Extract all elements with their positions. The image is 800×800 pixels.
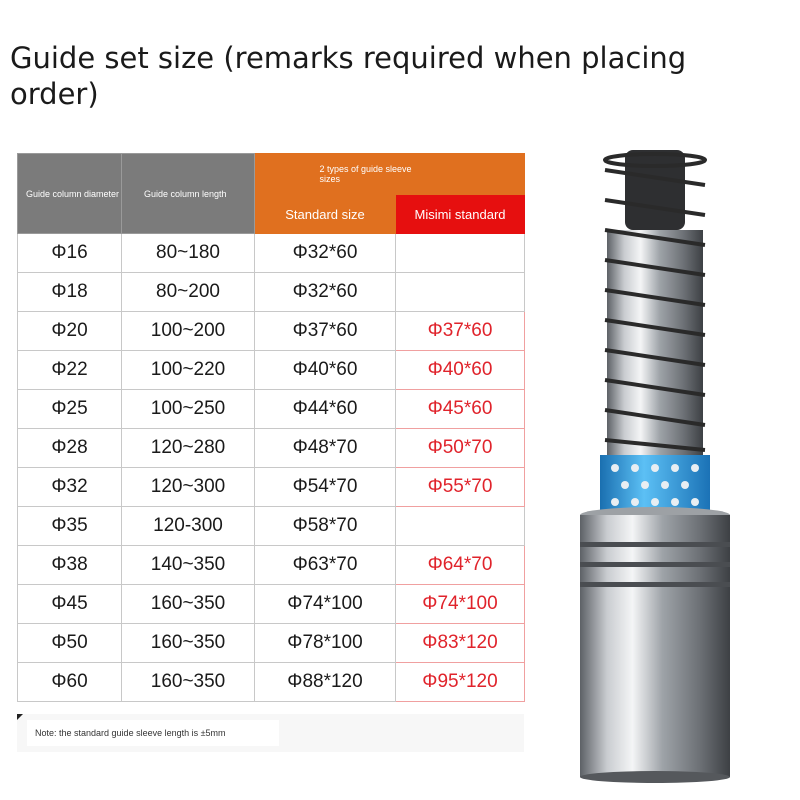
table-row: [18, 234, 525, 273]
length-cell: 100~200: [122, 312, 255, 351]
standard-size-cell: Φ78*100: [255, 624, 396, 663]
length-cell: 120-300: [122, 507, 255, 546]
misimi-size-cell: Φ83*120: [396, 624, 525, 663]
misimi-size-cell: Φ74*100: [396, 585, 525, 624]
table-row: [18, 312, 525, 351]
length-cell: 100~250: [122, 390, 255, 429]
length-cell: 80~200: [122, 273, 255, 312]
diameter-cell: Φ25: [18, 390, 122, 429]
diameter-cell: Φ45: [18, 585, 122, 624]
page-title: Guide set size (remarks required when placing order): [10, 41, 687, 111]
misimi-size-cell: Φ37*60: [396, 312, 525, 351]
misimi-size-cell: Φ40*60: [396, 351, 525, 390]
table-row: [18, 273, 525, 312]
misimi-size-cell: [396, 273, 525, 312]
table-row: [18, 507, 525, 546]
standard-size-cell: Φ74*100: [255, 585, 396, 624]
misimi-size-cell: [396, 507, 525, 546]
table-row: [18, 390, 525, 429]
length-cell: 100~220: [122, 351, 255, 390]
pin-top: [625, 150, 685, 230]
standard-size-cell: Φ44*60: [255, 390, 396, 429]
standard-size-cell: Φ37*60: [255, 312, 396, 351]
note-bar: [17, 714, 524, 752]
misimi-size-cell: Φ50*70: [396, 429, 525, 468]
diameter-cell: Φ35: [18, 507, 122, 546]
diameter-cell: Φ22: [18, 351, 122, 390]
length-cell: 140~350: [122, 546, 255, 585]
header-sleeve-group: 2 types of guide sleeve sizes: [255, 154, 525, 195]
diameter-cell: Φ38: [18, 546, 122, 585]
guide-column: [607, 230, 703, 460]
guide-pillar-illustration: [560, 150, 750, 790]
header-diameter: Guide column diameter: [18, 154, 122, 234]
table-row: [18, 624, 525, 663]
length-cell: 80~180: [122, 234, 255, 273]
diameter-cell: Φ50: [18, 624, 122, 663]
standard-size-cell: Φ40*60: [255, 351, 396, 390]
table-row: [18, 546, 525, 585]
standard-size-cell: Φ32*60: [255, 273, 396, 312]
diameter-cell: Φ28: [18, 429, 122, 468]
standard-size-cell: Φ88*120: [255, 663, 396, 702]
table-row: [18, 351, 525, 390]
length-cell: 160~350: [122, 663, 255, 702]
diameter-cell: Φ32: [18, 468, 122, 507]
misimi-size-cell: Φ45*60: [396, 390, 525, 429]
corner-marker-icon: [17, 714, 23, 720]
table-row: [18, 585, 525, 624]
diameter-cell: Φ16: [18, 234, 122, 273]
note-text: Note: the standard guide sleeve length is ±5mm: [35, 728, 226, 738]
standard-size-cell: Φ54*70: [255, 468, 396, 507]
misimi-size-cell: Φ55*70: [396, 468, 525, 507]
table-row: [18, 663, 525, 702]
diameter-cell: Φ60: [18, 663, 122, 702]
standard-size-cell: Φ58*70: [255, 507, 396, 546]
guide-size-table: [17, 153, 525, 702]
length-cell: 160~350: [122, 624, 255, 663]
misimi-size-cell: Φ64*70: [396, 546, 525, 585]
guide-sleeve: [580, 515, 730, 777]
diameter-cell: Φ18: [18, 273, 122, 312]
header-length: Guide column length: [122, 154, 255, 234]
standard-size-cell: Φ48*70: [255, 429, 396, 468]
misimi-size-cell: [396, 234, 525, 273]
table-row: [18, 468, 525, 507]
header-misimi-standard: Misimi standard: [396, 195, 525, 234]
table-row: [18, 429, 525, 468]
length-cell: 160~350: [122, 585, 255, 624]
diameter-cell: Φ20: [18, 312, 122, 351]
length-cell: 120~300: [122, 468, 255, 507]
length-cell: 120~280: [122, 429, 255, 468]
standard-size-cell: Φ63*70: [255, 546, 396, 585]
standard-size-cell: Φ32*60: [255, 234, 396, 273]
header-standard-size: Standard size: [255, 195, 396, 234]
misimi-size-cell: Φ95*120: [396, 663, 525, 702]
